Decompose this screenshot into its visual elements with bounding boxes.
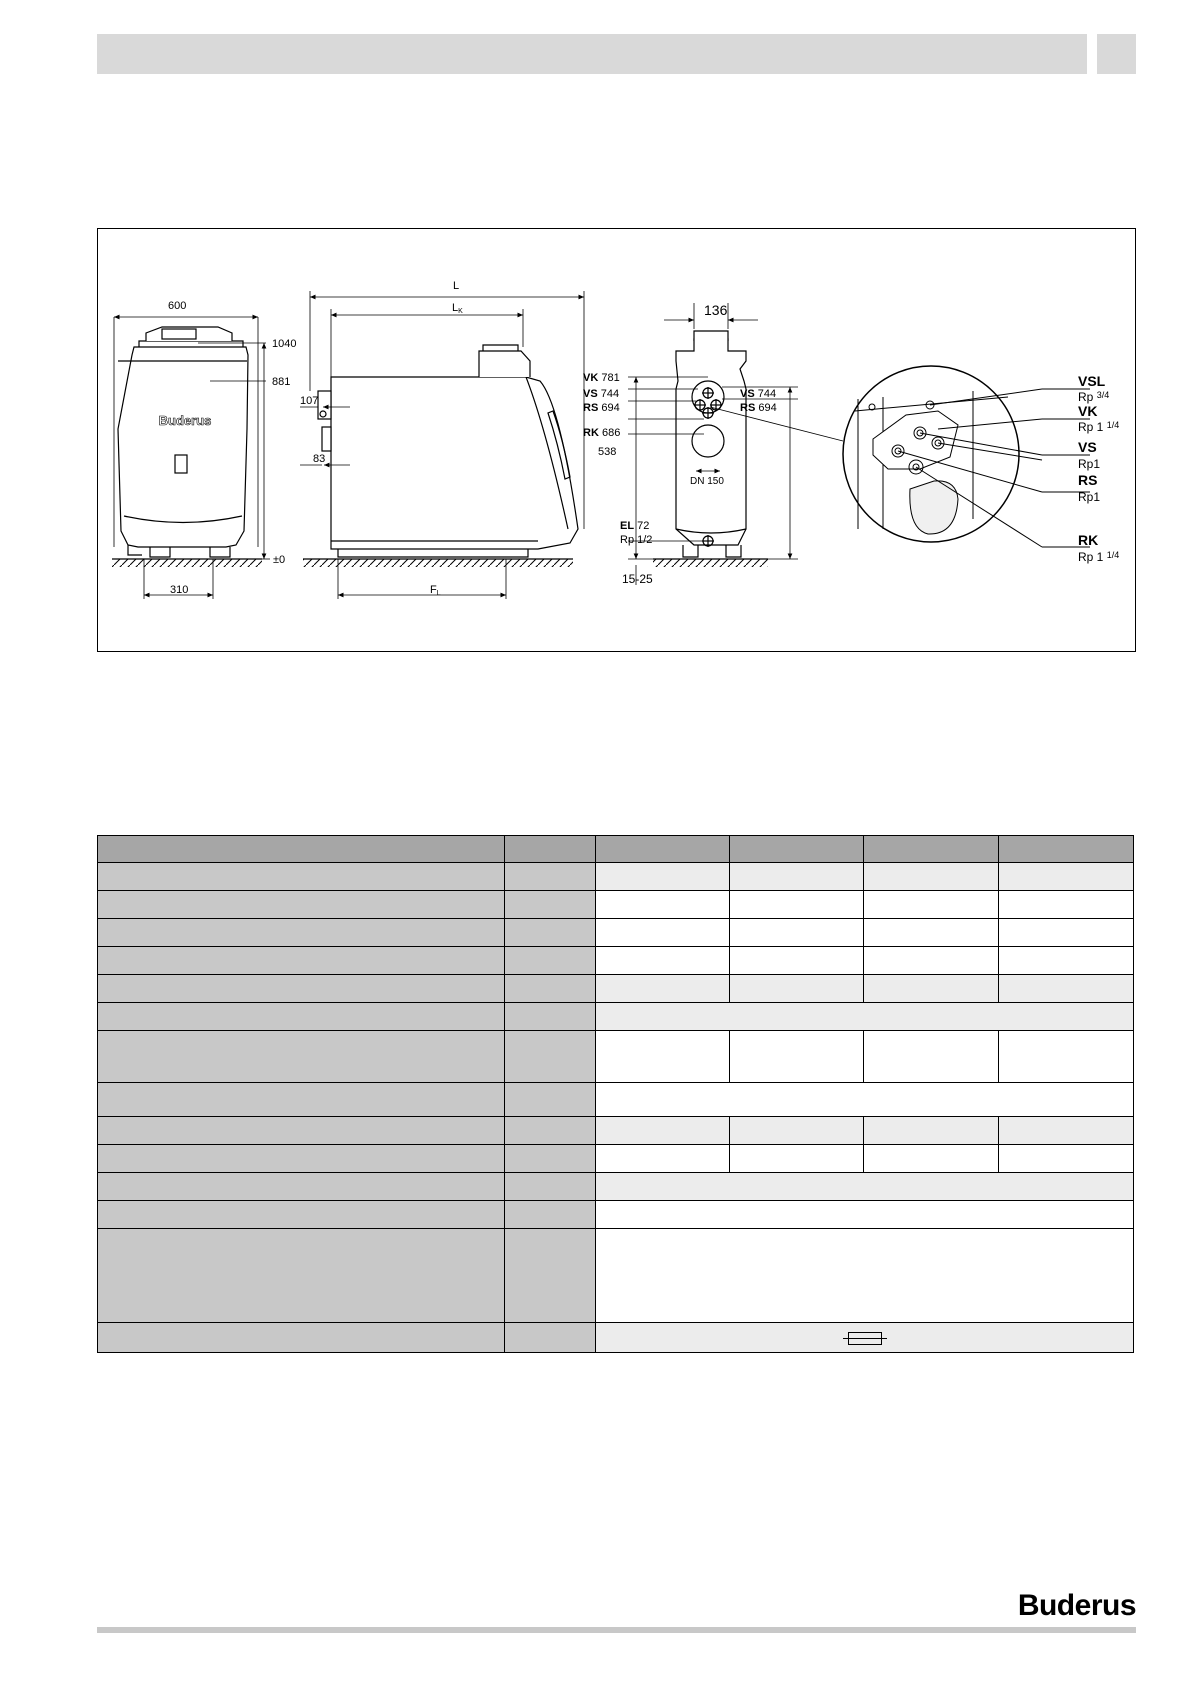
table-cell [505,1173,596,1201]
table-cell [864,919,999,947]
table-cell [596,863,730,891]
fuse-icon [848,1332,882,1345]
table-row [98,1003,1134,1031]
table-cell [864,891,999,919]
table-cell [730,1145,864,1173]
front-foot-width-label: 310 [170,584,189,596]
table-row [98,891,1134,919]
table-cell [596,1003,1134,1031]
table-cell [98,1083,505,1117]
table-cell [98,1117,505,1145]
rear-DN-label: DN 150 [690,476,724,487]
table-cell [864,1031,999,1083]
table-header-cell [864,836,999,863]
table-row [98,1173,1134,1201]
dimension-drawing [97,228,1136,652]
front-view [112,317,270,599]
footer-line [97,1627,1136,1633]
table-cell [730,1031,864,1083]
table-row [98,919,1134,947]
rear-RS-label: RS 694 [583,402,620,414]
side-L-label: L [453,280,460,292]
table-cell [98,975,505,1003]
table-cell [999,891,1134,919]
detail-RS-label: RS [1078,472,1098,488]
side-107-label: 107 [300,395,319,407]
rear-EL-rp-label: Rp 1/2 [620,534,653,546]
table-header-cell [596,836,730,863]
table-cell [999,975,1134,1003]
table-row [98,1083,1134,1117]
table-cell [999,1117,1134,1145]
table-header-row [98,836,1134,863]
table-cell [505,1323,596,1353]
table-row [98,1229,1134,1323]
table-cell [98,1031,505,1083]
detail-VS-rp: Rp1 [1078,457,1101,471]
table-row [98,1031,1134,1083]
table-cell [505,975,596,1003]
table-cell [999,863,1134,891]
table-cell [98,891,505,919]
table-cell [505,947,596,975]
front-width-label: 600 [168,300,187,312]
side-FL-label: FL [430,584,441,597]
table-cell [505,1145,596,1173]
table-cell [505,1117,596,1145]
table-cell [596,1229,1134,1323]
rear-RS-right-label: RS 694 [740,402,777,414]
table-cell [730,863,864,891]
table-cell [98,1145,505,1173]
dimension-drawing-svg [98,229,1137,653]
detail-VK-rp: Rp 1 $^{1/4}$ [1078,420,1120,434]
table-cell [98,1229,505,1323]
table-row [98,1145,1134,1173]
table-cell [596,947,730,975]
table-row [98,975,1134,1003]
table-cell [864,947,999,975]
table-cell [730,975,864,1003]
detail-RS-rp: Rp1 [1078,490,1101,504]
table-cell [596,1145,730,1173]
table-cell [864,1117,999,1145]
rear-538-label: 538 [598,446,617,458]
table-cell [864,975,999,1003]
table-header-cell [999,836,1134,863]
table-row [98,947,1134,975]
table-cell [505,1031,596,1083]
front-height-top-label: 1040 [272,338,297,350]
rear-VK-label: VK 781 [583,372,620,384]
rear-RK-label: RK 686 [583,427,621,439]
table-cell [505,863,596,891]
table-cell [505,1083,596,1117]
table-cell [98,1323,505,1353]
table-cell [98,1003,505,1031]
table-row [98,863,1134,891]
table-cell [999,1145,1134,1173]
table-cell [98,947,505,975]
table-row [98,1323,1134,1353]
table-cell [999,919,1134,947]
table-cell [596,919,730,947]
connection-detail [843,366,1090,547]
table-cell [596,1117,730,1145]
table-cell [505,1229,596,1323]
table-row [98,1117,1134,1145]
table-cell [98,863,505,891]
side-83-label: 83 [313,453,326,465]
table-cell [505,1201,596,1229]
table-cell [999,1031,1134,1083]
table-cell [505,891,596,919]
table-row [98,1201,1134,1229]
rear-top-width-label: 136 [704,302,728,318]
table-cell [98,919,505,947]
front-zero-label: ±0 [273,554,286,566]
technical-data-table [97,835,1134,1353]
table-cell [98,1173,505,1201]
detail-RK-rp: Rp 1 $^{1/4}$ [1078,550,1120,564]
table-cell [864,863,999,891]
front-height-body-label: 881 [272,376,291,388]
rear-view [628,303,843,585]
detail-VK-label: VK [1078,403,1098,419]
table-header-cell [730,836,864,863]
rear-feet-label: 15-25 [622,572,653,586]
side-view [300,291,584,599]
table-cell [596,891,730,919]
table-cell [596,1323,1134,1353]
table-cell [864,1145,999,1173]
table-cell [730,891,864,919]
table-cell [730,947,864,975]
table-cell [730,919,864,947]
front-brand-logo: Buderus [158,413,212,428]
rear-VS-label: VS 744 [583,388,620,400]
table-cell [505,919,596,947]
table-header-cell [98,836,505,863]
page-number-tab [1097,34,1136,74]
rear-EL-label: EL 72 [620,520,650,532]
table-cell [98,1201,505,1229]
detail-VS-label: VS [1078,439,1097,455]
table-cell [596,1201,1134,1229]
detail-VSL-rp: Rp $^{3/4}$ [1078,390,1110,404]
table-cell [596,1173,1134,1201]
table-cell [596,1031,730,1083]
table-cell [596,975,730,1003]
rear-VS-right-label: VS 744 [740,388,777,400]
table-cell [505,1003,596,1031]
table-header-cell [505,836,596,863]
detail-RK-label: RK [1078,532,1099,548]
table-cell [596,1083,1134,1117]
buderus-logo: Buderus [1017,1589,1136,1622]
table-cell [730,1117,864,1145]
header-bar [97,34,1087,74]
detail-VSL-label: VSL [1078,373,1106,389]
side-LK-label: LK [452,302,463,315]
table-cell [999,947,1134,975]
